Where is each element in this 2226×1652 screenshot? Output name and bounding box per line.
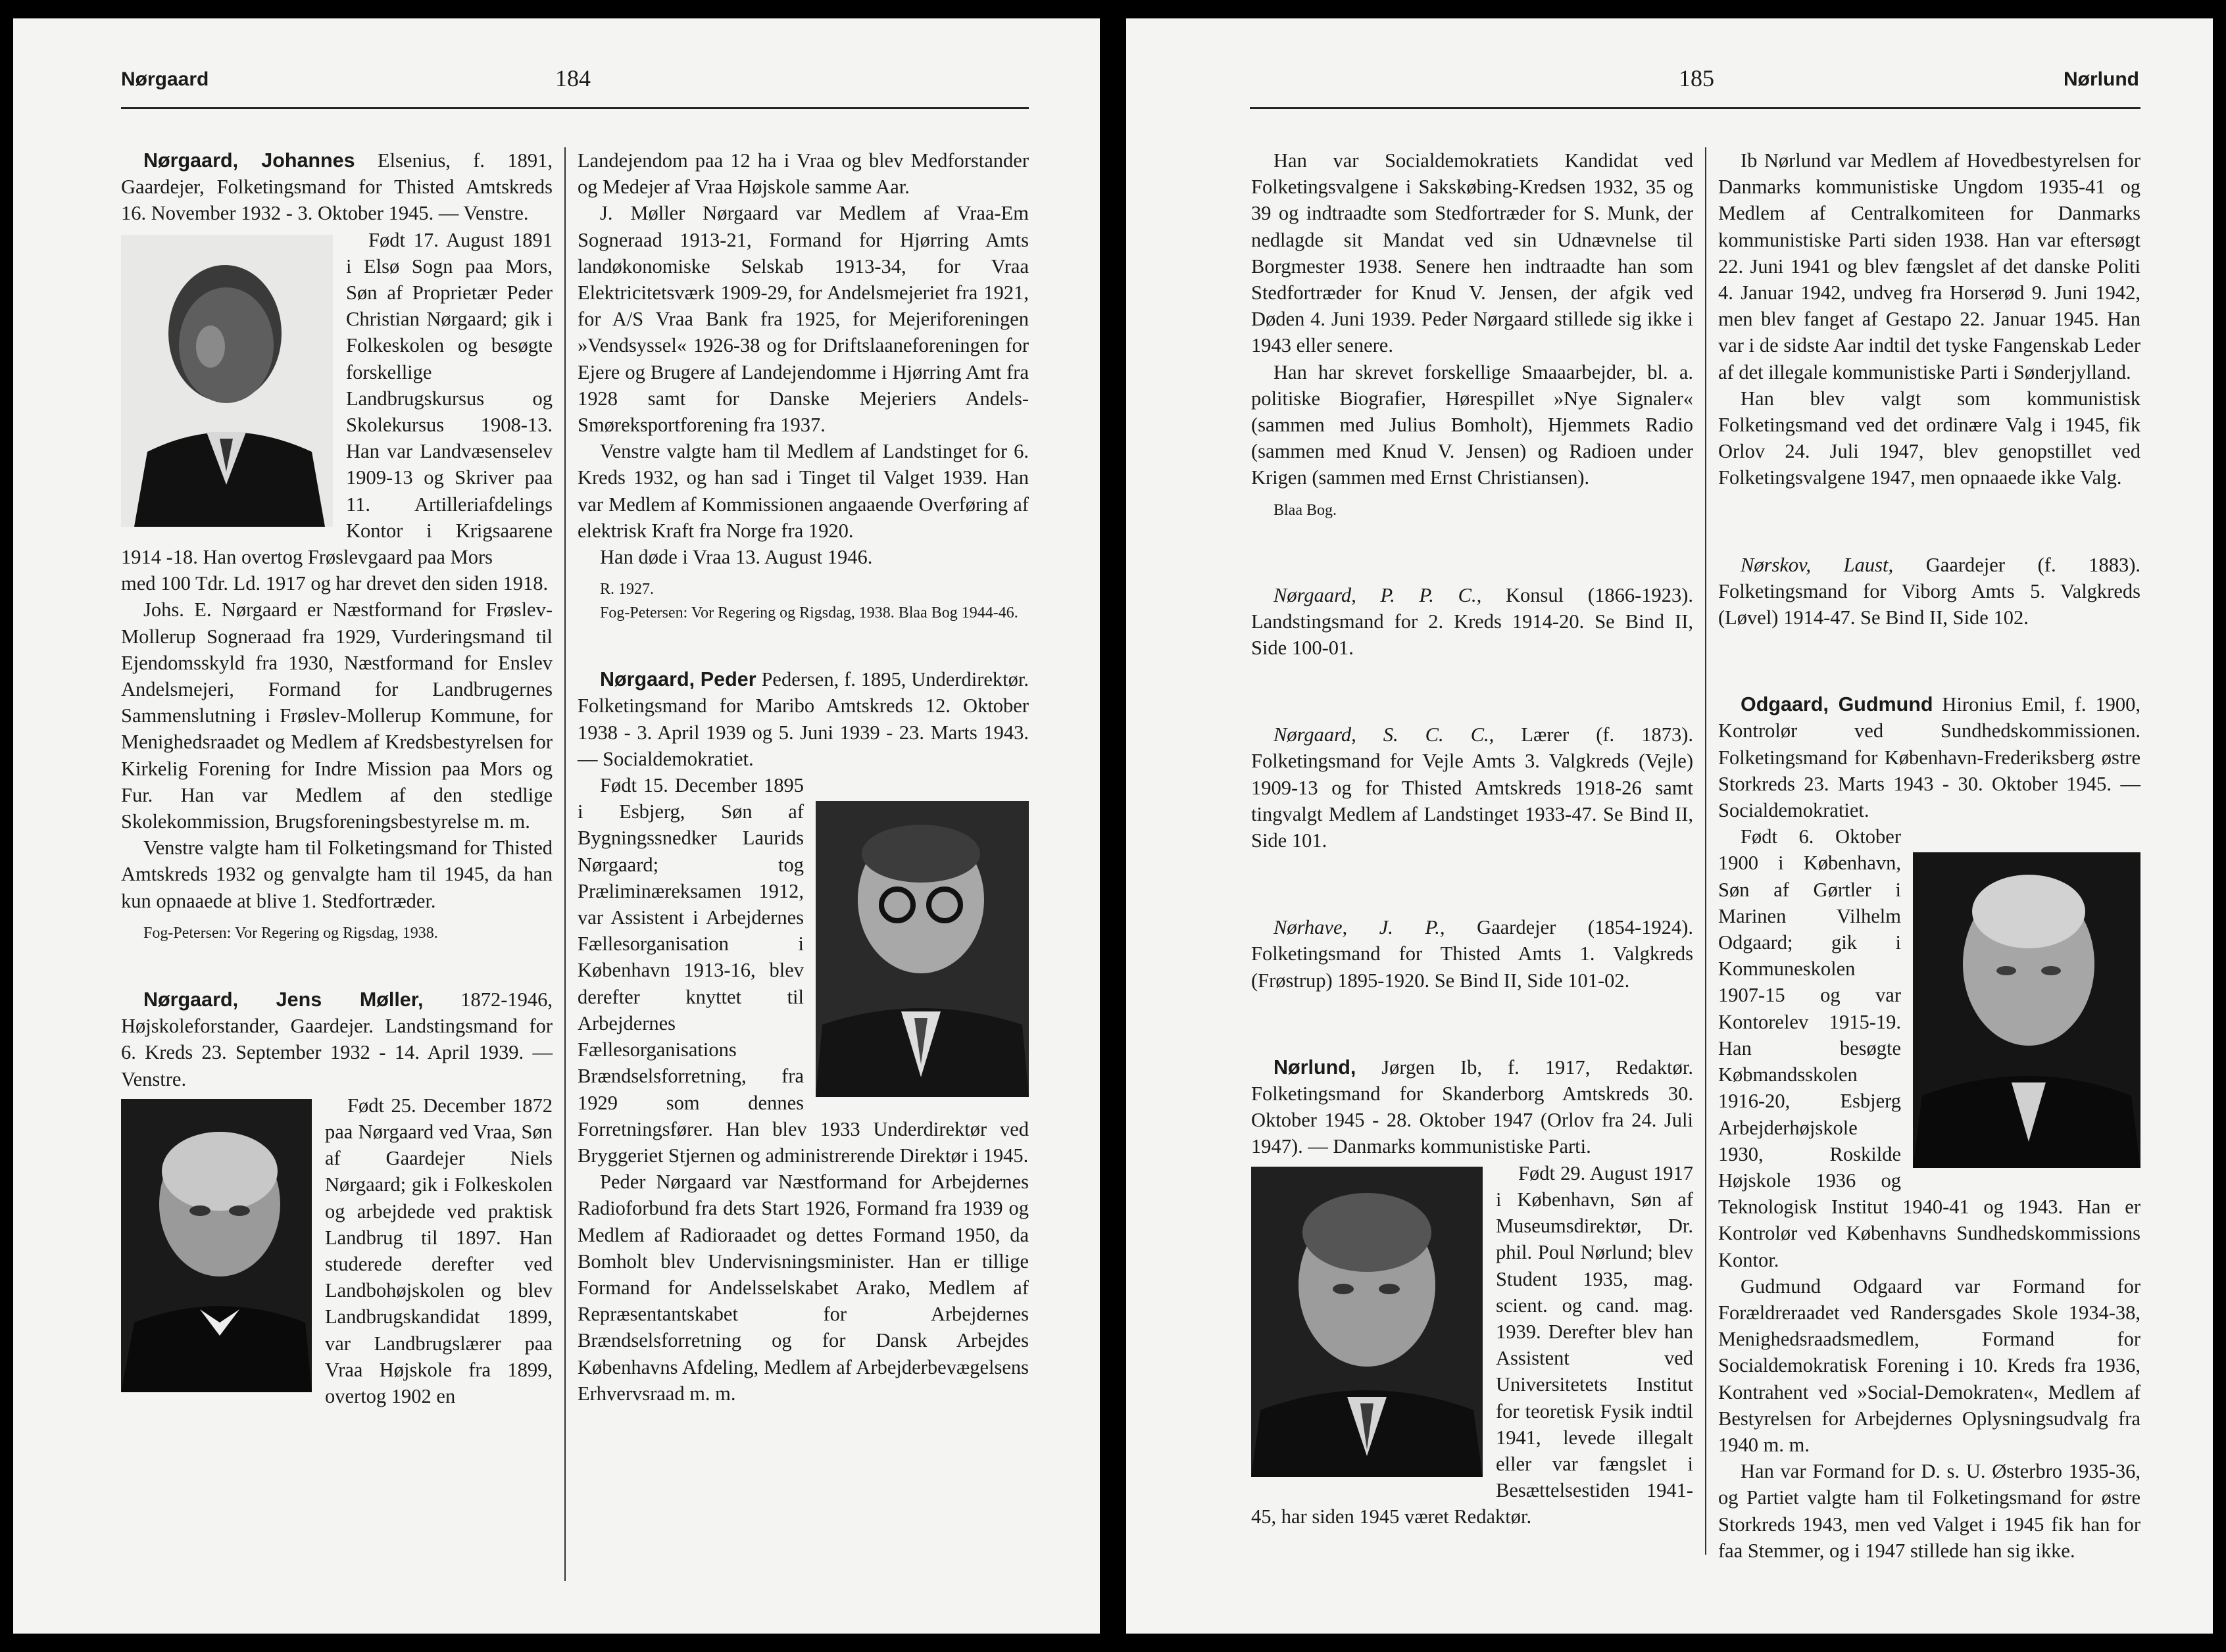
- entry-paragraph: Han blev valgt som kommunistisk Folketingsmand ved det ordinære Valg i 1945, fik Orlov 24. Juli 1947, blev genopstillet ved Folketingsvalgene 1947, men opnaaede ikke Valg.: [1718, 387, 2140, 489]
- entry-paragraph: Venstre valgte ham til Folketingsmand for Thisted Amtskreds 1932 og genvalgte ham til 1945, da han kun opnaaede at blive 1. Stedfortræder.: [121, 837, 553, 912]
- entry-paragraph: Johs. E. Nørgaard er Næstformand for Frøslev-Mollerup Sogneraad fra 1929, Vurderingsmand til Ejendomsskyld fra 1930, Næstformand for Enslev Andelsmejeri, Formand for Landbrugernes Sammenslutning i Frøslev-Mollerup Kommune, for Menighedsraadet og Medlem af Kredsbestyrelsen for Kirkelig Forening for Indre Mission paa Mors og Fur. Han var Medlem af den stedlige Skolekommission, Brugsforeningsbestyrelse m. m.: [121, 598, 553, 833]
- spacer: [1718, 491, 2140, 552]
- entry-paragraph: Han var Formand for D. s. U. Østerbro 1935-36, og Partiet valgte ham til Folketingsmand for østre Storkreds 1943, men ved Valget i 1945 fik han for faa Stemmer, og i 1947 stillede han sig ikke.: [1718, 1460, 2140, 1562]
- entry-paragraph: J. Møller Nørgaard var Medlem af Vraa-Em Sogneraad 1913-21, Formand for Hjørring Amts landøkonomiske Selskab 1913-34, for Vraa Elektricitetsværk 1909-29, for Andelsmejeriet fra 1921, for A/S Vraa Bank fra 1925, for Mejeriforeningen »Vendsyssel« 1926-38 og for Driftslaaneforeningen for Ejere og Brugere af Landejendomme i Hjørring Amt fra 1928 samt for Danske Mejeriers Andels-Smøreksportforening fra 1937.: [578, 202, 1029, 437]
- entry-heading: Nørgaard, Peder Pedersen, f. 1895, Underdirektør. Folketingsmand for Maribo Amtskreds 12. Oktober 1938 - 3. April 1939 og 5. Juni 1939 - 23. Marts 1943. — Socialdemokratiet.: [578, 668, 1029, 770]
- entry-paragraph: Født 15. December 1895 i Esbjerg, Søn af Bygningssnedker Laurids Nørgaard; tog Præliminæreksamen 1912, var Assistent i Arbejdernes Fællesorganisation i København 1913-16, blev derefter knyttet til Arbejdernes Fællesorganisations Brændselsforretning, fra 1929 som dennes Forretningsfører. Han blev 1933 Underdirektør ved Bryggeriet Stjernen og administrerende Direktør i 1945.: [578, 774, 1029, 1167]
- entry-heading: Nørhave, J. P., Gaardejer (1854-1924). Folketingsmand for Thisted Amts 1. Valgkreds (Frøstrup) 1895-1920. Se Bind II, Side 101-02.: [1251, 916, 1693, 992]
- spacer: [578, 624, 1029, 666]
- header-rule: [121, 107, 1029, 109]
- entry-paragraph: Gudmund Odgaard var Formand for Forældreraadet ved Randersgades Skole 1934-38, Menighedsraadsmedlem, Formand for Socialdemokratisk Forening i 10. Kreds fra 1936, Kontrahent ved »Social-Demokraten«, Medlem af Bestyrelsen for Arbejdernes Oplysningsudvalg fra 1940 m. m.: [1718, 1275, 2140, 1456]
- right-column-1: [1251, 147, 1693, 1530]
- spacer: [1251, 661, 1693, 721]
- entry-heading: Odgaard, Gudmund Hironius Emil, f. 1900, Kontrolør ved Sundhedskommissionen. Folketingsmand for København-Frederiksberg østre Storkreds 23. Marts 1943 - 30. Oktober 1945. — Socialdemokratiet.: [1718, 693, 2140, 822]
- left-page-header: [121, 64, 1022, 104]
- spacer: [1251, 522, 1693, 582]
- column-divider: [1705, 147, 1706, 1555]
- entry-heading: Nørgaard, Jens Møller, 1872-1946, Højskoleforstander, Gaardejer. Landstingsmand for 6. Kreds 23. September 1932 - 14. April 1939. — Venstre.: [121, 988, 553, 1090]
- entry-heading: Nørgaard, Johannes Elsenius, f. 1891, Gaardejer, Folketingsmand for Thisted Amtskreds 16. November 1932 - 3. Oktober 1945. — Venstre.: [121, 149, 553, 225]
- entry-heading: Nørlund, Jørgen Ib, f. 1917, Redaktør. Folketingsmand for Skanderborg Amtskreds 30. Oktober 1945 - 28. Oktober 1947 (Orlov fra 24. Juli 1947). — Danmarks kommunistiske Parti.: [1251, 1056, 1693, 1158]
- entry-paragraph: Født 17. August 1891 i Elsø Sogn paa Mors, Søn af Proprietær Peder Christian Nørgaard; gik i Folkeskolen og besøgte forskellige Landbrugskursus og Skolekursus 1908-13. Han var Landvæsenselev 1909-13 og Skriver paa 11. Artilleriafdelings Kontor i Krigsaarene 1914 -18. Han overtog Frøslevgaard paa Mors: [121, 228, 553, 569]
- source-reference: Fog-Petersen: Vor Regering og Rigsdag, 1938.: [143, 924, 438, 942]
- page-number: 185: [1679, 65, 1714, 91]
- portrait-photo: [121, 1099, 312, 1392]
- entry-paragraph: Han har skrevet forskellige Smaaarbejder, bl. a. politiske Biografier, Hørespillet »Nye Signaler« (sammen med Julius Bomholt), Hjemmets Radio (sammen med Knud V. Jensen) og Radioen under Krigen (sammen med Ernst Christiansen).: [1251, 360, 1693, 489]
- entry-paragraph: Peder Nørgaard var Næstformand for Arbejdernes Radioforbund fra dets Start 1926, Formand fra 1939 og Medlem af Radioraadet og dettes Formand 1950, da Bomholt blev Undervisningsminister. Han er tillige Formand for Andelsselskabet Arako, Medlem af Repræsentantskabet for Arbejdernes Brændselsforretning og for Dansk Arbejdes Københavns Afdeling, Medlem af Arbejderbevægelsens Erhvervsraad m. m.: [578, 1171, 1029, 1405]
- column-divider: [564, 147, 566, 1581]
- entry-paragraph: Venstre valgte ham til Medlem af Landstinget for 6. Kreds 1932, og han sad i Tinget til Valget 1939. Han var Medlem af Kommissionen angaaende Overføring af elektrisk Kraft fra Norge fra 1920.: [578, 440, 1029, 542]
- entry-heading: Nørskov, Laust, Gaardejer (f. 1883). Folketingsmand for Viborg Amts 5. Valgkreds (Løvel) 1914-47. Se Bind II, Side 102.: [1718, 553, 2140, 629]
- source-reference: R. 1927.: [600, 581, 655, 598]
- entry-paragraph: Han var Socialdemokratiets Kandidat ved Folketingsvalgene i Sakskøbing-Kredsen 1932, 35 og 39 og indtraadte som Stedfortræder for S. Munk, der nedlagde sit Mandat ved sin Udnævnelse til Borgmester 1938. Senere hen indtraadte han som Stedfortræder for Knud V. Jensen, der afgik ved Døden 4. Juni 1939. Peder Nørgaard stillede sig ikke i 1943 eller senere.: [1251, 149, 1693, 357]
- right-page: [1126, 18, 2213, 1634]
- spacer: [1718, 631, 2140, 691]
- book-gutter: [1100, 0, 1126, 1652]
- spacer: [1251, 854, 1693, 914]
- left-page: [13, 18, 1100, 1634]
- portrait-photo: [816, 801, 1029, 1097]
- spacer: [1251, 994, 1693, 1054]
- portrait-photo: [1251, 1167, 1483, 1477]
- entry-paragraph: med 100 Tdr. Ld. 1917 og har drevet den siden 1918.: [121, 572, 549, 595]
- left-column-1: [121, 147, 553, 1409]
- left-column-2: [578, 147, 1029, 1407]
- portrait-photo: [121, 235, 333, 527]
- running-head: Nørlund: [2064, 68, 2139, 90]
- portrait-photo: [1913, 852, 2140, 1168]
- entry-paragraph: Født 6. Oktober 1900 i København, Søn af Gørtler i Marinen Vilhelm Odgaard; gik i Kommuneskolen 1907-15 og var Kontorelev 1915-19. Han besøgte Købmandsskolen 1916-20, Esbjerg Arbejderhøjskole 1930, Roskilde Højskole 1936 og Teknologisk Institut 1940-41 og 1943. Han er Kontrolør ved Københavns Sundhedskommissions Kontor.: [1718, 825, 2140, 1271]
- entry-paragraph: Født 25. December 1872 paa Nørgaard ved Vraa, Søn af Gaardejer Niels Nørgaard; gik i Folkeskolen og arbejdede ved praktisk Landbrug til 1897. Han studerede derefter ved Landbohøjskolen og blev Landbrugskandidat 1899, var Landbrugslærer paa Vraa Højskole fra 1899, overtog 1902 en: [121, 1092, 553, 1409]
- entry-paragraph: Ib Nørlund var Medlem af Hovedbestyrelsen for Danmarks kommunistiske Ungdom 1935-41 og Medlem af Centralkomiteen for Danmarks kommunistiske Parti siden 1938. Han var eftersøgt 22. Juni 1941 og blev fængslet af det danske Politi 4. Januar 1942, undveg fra Horserød 9. Juni 1942, men blev fanget af Gestapo 22. Januar 1945. Han var i de sidste Aar indtil det tyske Fangenskab Leder af det illegale kommunistiske Parti i Sønderjylland.: [1718, 149, 2140, 383]
- entry-paragraph: Landejendom paa 12 ha i Vraa og blev Medforstander og Medejer af Vraa Højskole samme Aar.: [578, 149, 1029, 199]
- entry-paragraph: Født 29. August 1917 i København, Søn af Museumsdirektør, Dr. phil. Poul Nørlund; blev Student 1935, mag. scient. og cand. mag. 1939. Derefter blev han Assistent ved Universitetets Institut for teoretisk Fysik indtil 1941, levede illegalt eller var fængslet i Besættelsestiden 1941-45, har siden 1945 været Redaktør.: [1251, 1161, 1693, 1528]
- spacer: [121, 944, 553, 986]
- header-rule: [1250, 107, 2140, 109]
- entry-heading: Nørgaard, P. P. C., Konsul (1866-1923). Landstingsmand for 2. Kreds 1914-20. Se Bind II, Side 100-01.: [1251, 583, 1694, 660]
- entry-paragraph: Han døde i Vraa 13. August 1946.: [600, 546, 873, 569]
- right-column-2: [1718, 147, 2140, 1564]
- source-reference: Fog-Petersen: Vor Regering og Rigsdag, 1938. Blaa Bog 1944-46.: [600, 604, 1018, 622]
- page-number: 184: [555, 65, 591, 91]
- right-page-header: [1250, 64, 2139, 104]
- running-head: Nørgaard: [121, 68, 209, 90]
- entry-heading: Nørgaard, S. C. C., Lærer (f. 1873). Folketingsmand for Vejle Amts 3. Valgkreds (Vejle) 1909-13 og for Thisted Amtskreds 1918-26 samt tingvalgt Medlem af Landstinget 1933-47. Se Bind II, Side 101.: [1251, 723, 1693, 852]
- source-reference: Blaa Bog.: [1274, 501, 1337, 519]
